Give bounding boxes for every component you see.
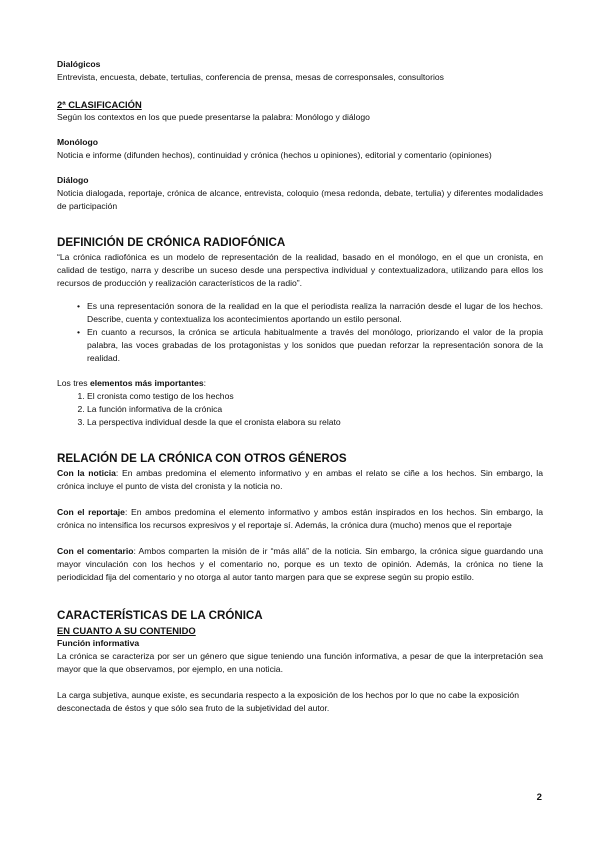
page-content bbox=[57, 58, 543, 715]
reportaje-text: : En ambos predomina el elemento informativo y ambos están inspirados en los hechos. Sin embargo, la crónica no intensifica los recursos expresivos y el reportaje sí. Además, la crónica dura (mucho) menos que el reportaje bbox=[57, 507, 543, 530]
contenido-subheading: EN CUANTO A SU CONTENIDO bbox=[57, 625, 196, 636]
noticia-text: : En ambas predomina el elemento informativo y en ambas el relato se ciñe a los hechos. Sin embargo, la crónica incluye el punto de vista del cronista y la noticia no. bbox=[57, 468, 543, 491]
page-number: 2 bbox=[536, 792, 542, 803]
dialogicos-label: Dialógicos bbox=[57, 59, 101, 69]
relacion-heading: RELACIÓN DE LA CRÓNICA CON OTROS GÉNEROS bbox=[57, 452, 347, 465]
dialogicos-text: Entrevista, encuesta, debate, tertulias, conferencia de prensa, mesas de corresponsales, consultorios bbox=[57, 72, 444, 82]
bullet-item: • En cuanto a recursos, la crónica se articula habitualmente a través del monólogo, priorizando el valor de la propia palabra, las voces grabadas de los protagonistas y los sonidos que puedan reforzar la representación sonora de la realidad. bbox=[87, 326, 543, 365]
bullet-item: • Es una representación sonora de la realidad en la que el periodista realiza la narración desde el lugar de los hechos. Describe, cuenta y contextualiza los acontecimientos aportando un estilo personal. bbox=[87, 300, 543, 326]
monologo-text: Noticia e informe (difunden hechos), continuidad y crónica (hechos u opiniones), editorial y comentario (opiniones) bbox=[57, 150, 492, 160]
list-item: 3. La perspectiva individual desde la que el cronista elabora su relato bbox=[87, 416, 543, 429]
elementos-intro-b: elementos más importantes bbox=[89, 378, 204, 388]
funcion-label: Función informativa bbox=[57, 638, 140, 648]
comentario-text: : Ambos comparten la misión de ir “más allá” de la noticia. Sin embargo, la crónica sigue guardando una mayor vinculación con los hechos y el comentario no, porque es un texto de opinión. Además, la crónica no tiene la periodicidad fija del comentario y no otorga al autor tanto margen para que se exprese según su propio estilo. bbox=[57, 546, 543, 582]
clasificacion-heading: 2ª CLASIFICACIÓN bbox=[57, 99, 142, 110]
dialogo-label: Diálogo bbox=[57, 175, 89, 185]
carga-text: La carga subjetiva, aunque existe, es secundaria respecto a la exposición de los hechos por lo que no cabe la exposición desconectada de éstos y que sólo sea fruto de la subjetividad del autor. bbox=[57, 690, 519, 713]
elementos-list bbox=[57, 390, 543, 429]
noticia-paragraph bbox=[57, 467, 543, 493]
definicion-quote: “La crónica radiofónica es un modelo de representación de la realidad, basado en el monólogo, en el que un cronista, en calidad de testigo, narra y describe un suceso desde una perspectiva individual y contextualizadora, utilizando para ellos los recursos de producción y realización característicos de la radio”. bbox=[57, 252, 543, 288]
dialogo-text: Noticia dialogada, reportaje, crónica de alcance, entrevista, coloquio (mesa redonda, debate, tertulia) y diferentes modalidades de participación bbox=[57, 188, 543, 211]
definicion-heading: DEFINICIÓN DE CRÓNICA RADIOFÓNICA bbox=[57, 236, 286, 249]
list-item: 2. La función informativa de la crónica bbox=[87, 403, 543, 416]
definicion-bullets bbox=[57, 300, 543, 365]
comentario-paragraph bbox=[57, 545, 543, 584]
funcion-text: La crónica se caracteriza por ser un género que sigue teniendo una función informativa, a pesar de que la interpretación sea mayor que la que observamos, por ejemplo, en una noticia. bbox=[57, 651, 543, 674]
comentario-label: Con el comentario bbox=[57, 546, 134, 556]
elementos-intro-a: Los tres bbox=[57, 378, 90, 388]
reportaje-paragraph bbox=[57, 506, 543, 532]
list-item: 1. El cronista como testigo de los hechos bbox=[87, 390, 543, 403]
elementos-intro-c: : bbox=[203, 378, 207, 388]
elementos-intro bbox=[57, 377, 543, 390]
caracteristicas-heading: CARACTERÍSTICAS DE LA CRÓNICA bbox=[57, 609, 263, 622]
clasificacion-text: Según los contextos en los que puede presentarse la palabra: Monólogo y diálogo bbox=[57, 112, 370, 122]
monologo-label: Monólogo bbox=[57, 137, 99, 147]
noticia-label: Con la noticia bbox=[57, 468, 116, 478]
reportaje-label: Con el reportaje bbox=[57, 507, 125, 517]
